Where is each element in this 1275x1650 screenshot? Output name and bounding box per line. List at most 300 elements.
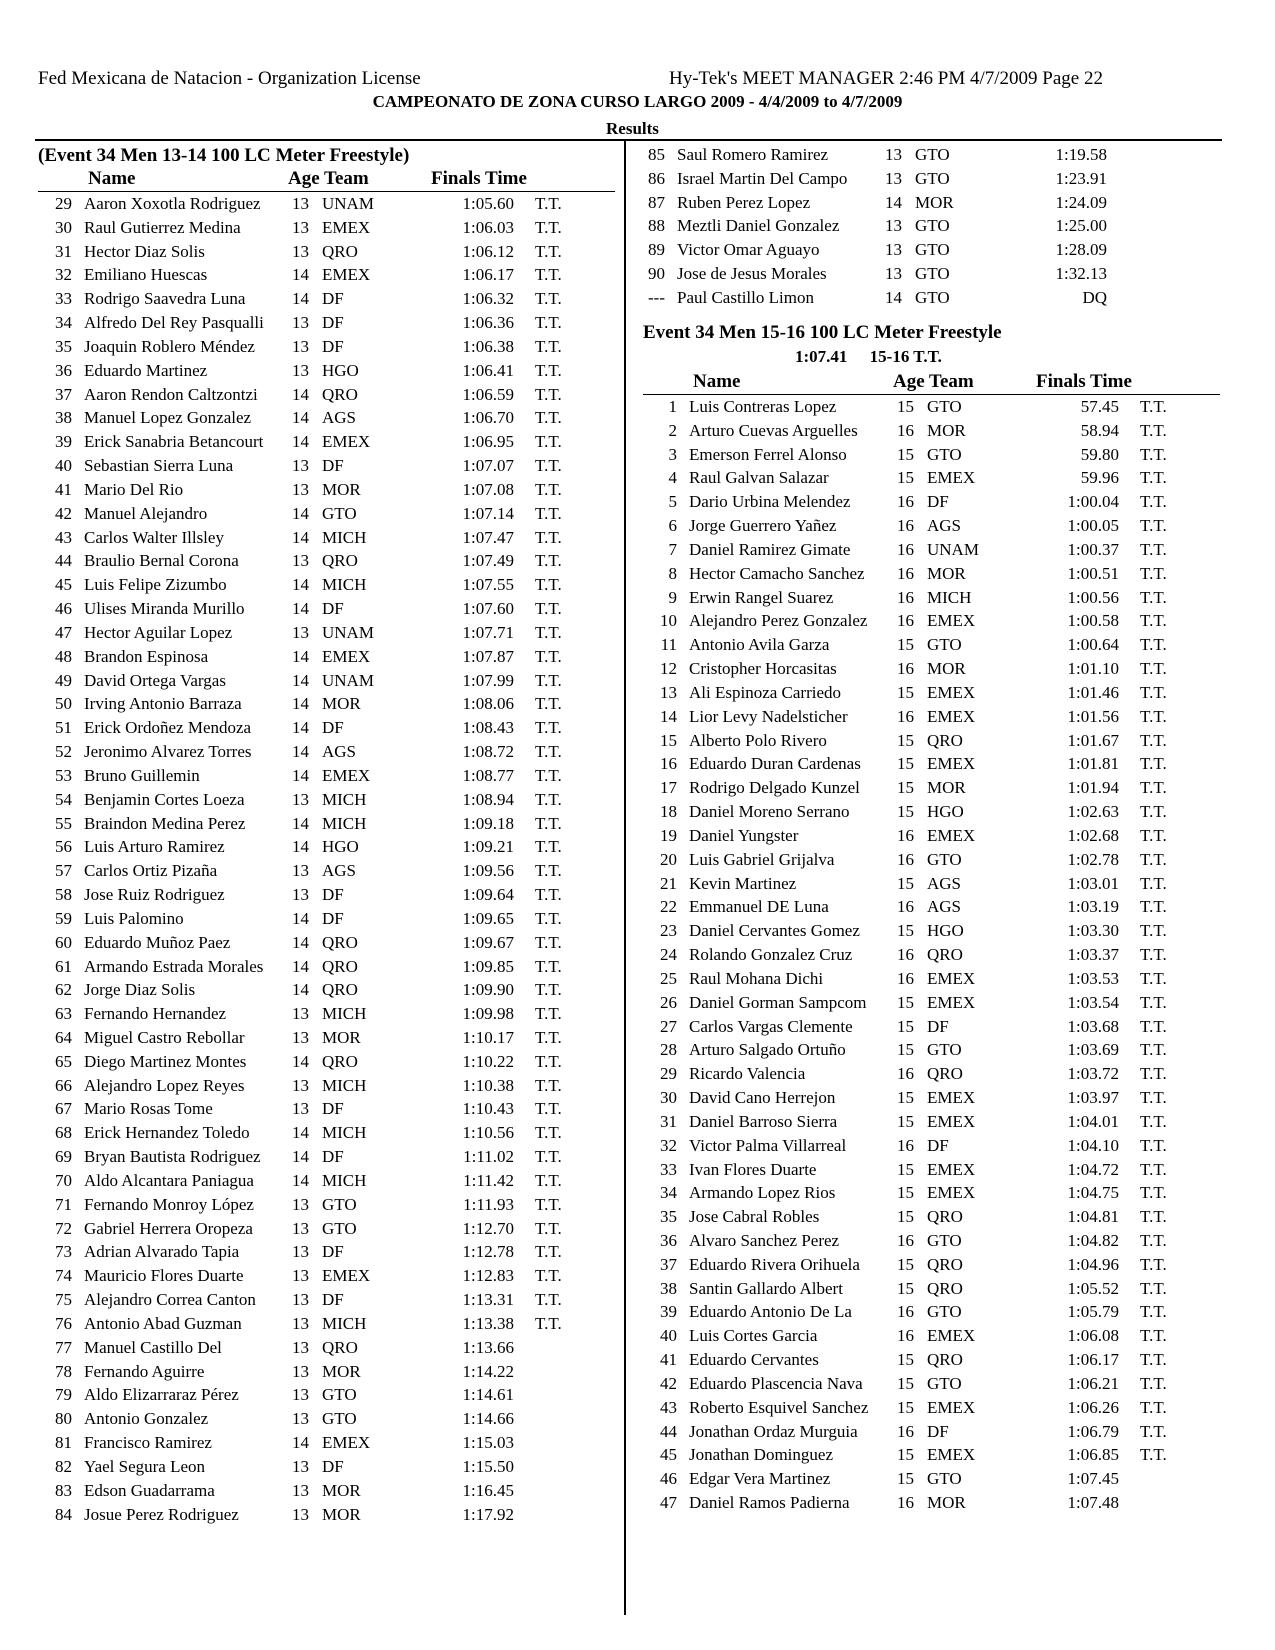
standard-cell: T.T. — [1140, 682, 1167, 702]
name-column-header: Name — [88, 168, 136, 189]
swimmer-name-cell: Santin Gallardo Albert — [689, 1278, 843, 1298]
result-row — [38, 621, 618, 645]
finals-time-cell: 1:06.03 — [462, 217, 514, 237]
place-cell: 64 — [55, 1027, 72, 1047]
age-cell: 15 — [897, 444, 914, 464]
results-heading: Results — [606, 119, 659, 138]
finals-time-cell: 1:04.01 — [1067, 1111, 1119, 1131]
finals-time-cell: 1:07.60 — [462, 599, 514, 619]
finals-time-cell: 1:12.83 — [462, 1266, 514, 1286]
result-row — [643, 1181, 1223, 1205]
team-cell: DF — [322, 599, 344, 619]
team-cell: GTO — [915, 168, 950, 188]
place-cell: 20 — [660, 849, 677, 869]
standard-cell: T.T. — [1140, 1064, 1167, 1084]
swimmer-name-cell: Ulises Miranda Murillo — [84, 599, 245, 619]
standard-cell: T.T. — [1140, 1350, 1167, 1370]
swimmer-name-cell: Edson Guadarrama — [84, 1480, 215, 1500]
result-row — [643, 1396, 1223, 1420]
finals-time-cell: 1:28.09 — [1055, 240, 1107, 260]
team-cell: DF — [322, 1147, 344, 1167]
standard-cell: T.T. — [535, 1004, 562, 1024]
team-cell: EMEX — [322, 765, 371, 785]
finals-time-cell: 1:10.43 — [462, 1099, 514, 1119]
result-row — [631, 214, 1211, 238]
age-cell: 16 — [897, 659, 914, 679]
place-cell: 24 — [660, 945, 677, 965]
place-cell: 40 — [660, 1326, 677, 1346]
team-cell: MOR — [927, 1493, 966, 1513]
team-cell: MICH — [322, 1170, 367, 1190]
age-cell: 16 — [897, 563, 914, 583]
swimmer-name-cell: Erick Hernandez Toledo — [84, 1123, 250, 1143]
swimmer-name-cell: Raul Gutierrez Medina — [84, 217, 241, 237]
standard-cell: T.T. — [1140, 1397, 1167, 1417]
standard-cell: T.T. — [535, 313, 562, 333]
age-cell: 15 — [897, 1207, 914, 1227]
place-cell: 48 — [55, 646, 72, 666]
standard-cell: T.T. — [535, 670, 562, 690]
finals-time-cell: 1:05.60 — [462, 194, 514, 213]
finals-time-cell: 1:25.00 — [1055, 216, 1107, 236]
result-row — [643, 395, 1223, 419]
age-cell: 14 — [292, 265, 309, 285]
team-cell: EMEX — [927, 1445, 976, 1465]
standard-cell: T.T. — [1140, 1421, 1167, 1441]
swimmer-name-cell: Antonio Abad Guzman — [84, 1313, 242, 1333]
place-cell: 52 — [55, 742, 72, 762]
result-row — [631, 191, 1211, 215]
swimmer-name-cell: Ali Espinoza Carriedo — [689, 682, 842, 702]
place-cell: 80 — [55, 1409, 72, 1429]
result-row — [643, 705, 1223, 729]
result-row — [38, 1312, 618, 1336]
swimmer-name-cell: Antonio Gonzalez — [84, 1409, 209, 1429]
finals-time-cell: 1:08.94 — [462, 789, 514, 809]
age-cell: 13 — [292, 1361, 309, 1381]
team-cell: GTO — [322, 1385, 357, 1405]
finals-time-cell: 1:01.46 — [1067, 682, 1119, 702]
place-cell: 89 — [648, 240, 665, 260]
finals-time-cell: 1:07.07 — [462, 456, 514, 476]
swimmer-name-cell: Armando Estrada Morales — [84, 956, 264, 976]
result-row — [643, 991, 1223, 1015]
event-a-results-left — [38, 192, 618, 1526]
place-cell: 88 — [648, 216, 665, 236]
place-cell: 86 — [648, 168, 665, 188]
age-cell: 13 — [292, 861, 309, 881]
result-row — [38, 692, 618, 716]
age-cell: 15 — [897, 1397, 914, 1417]
team-cell: QRO — [322, 551, 358, 571]
finals-time-cell: 1:06.21 — [1067, 1373, 1119, 1393]
age-cell: 14 — [292, 813, 309, 833]
age-cell: 13 — [292, 241, 309, 261]
result-row — [643, 609, 1223, 633]
finals-time-cell: 1:14.22 — [462, 1361, 514, 1381]
place-cell: 72 — [55, 1218, 72, 1238]
age-cell: 14 — [885, 287, 902, 307]
finals-time-cell: 1:14.66 — [462, 1409, 514, 1429]
team-cell: QRO — [927, 1207, 963, 1227]
result-row — [38, 740, 618, 764]
team-cell: GTO — [927, 1469, 962, 1489]
standard-cell: T.T. — [1140, 492, 1167, 512]
swimmer-name-cell: Aaron Xoxotla Rodriguez — [84, 194, 261, 213]
place-cell: 46 — [55, 599, 72, 619]
standard-cell: T.T. — [1140, 968, 1167, 988]
place-cell: 31 — [660, 1111, 677, 1131]
swimmer-name-cell: Mauricio Flores Duarte — [84, 1266, 244, 1286]
finals-time-cell: 1:03.19 — [1067, 897, 1119, 917]
team-cell: HGO — [927, 802, 964, 822]
result-row — [643, 776, 1223, 800]
place-cell: 83 — [55, 1480, 72, 1500]
place-cell: 40 — [55, 456, 72, 476]
team-cell: HGO — [322, 360, 359, 380]
finals-time-column-header: Finals Time — [1036, 371, 1132, 392]
swimmer-name-cell: Emiliano Huescas — [84, 265, 208, 285]
age-cell: 13 — [292, 456, 309, 476]
place-cell: 67 — [55, 1099, 72, 1119]
age-cell: 15 — [897, 1350, 914, 1370]
swimmer-name-cell: Alejandro Lopez Reyes — [84, 1075, 245, 1095]
age-cell: 14 — [292, 575, 309, 595]
finals-time-cell: 1:09.56 — [462, 861, 514, 881]
team-cell: EMEX — [927, 1111, 976, 1131]
result-row — [38, 478, 618, 502]
age-cell: 15 — [897, 468, 914, 488]
standard-cell: T.T. — [1140, 945, 1167, 965]
standard-cell: T.T. — [1140, 611, 1167, 631]
team-cell: DF — [322, 313, 344, 333]
finals-time-cell: 59.80 — [1080, 444, 1119, 464]
result-row — [38, 1336, 618, 1360]
team-cell: MICH — [322, 1313, 367, 1333]
team-cell: MICH — [322, 789, 367, 809]
event-b-standard — [795, 347, 942, 367]
swimmer-name-cell: Dario Urbina Melendez — [689, 492, 851, 512]
swimmer-name-cell: Carlos Walter Illsley — [84, 527, 224, 547]
place-cell: 22 — [660, 897, 677, 917]
team-cell: GTO — [927, 397, 962, 416]
age-cell: 16 — [897, 825, 914, 845]
team-cell: AGS — [927, 897, 962, 917]
age-cell: 16 — [897, 1421, 914, 1441]
age-cell: 16 — [897, 420, 914, 440]
finals-time-cell: 1:06.41 — [462, 360, 514, 380]
result-row — [38, 287, 618, 311]
result-row — [38, 240, 618, 264]
age-cell: 14 — [292, 384, 309, 404]
place-cell: 69 — [55, 1147, 72, 1167]
standard-cell: T.T. — [1140, 659, 1167, 679]
team-cell: MOR — [927, 778, 966, 798]
place-cell: 5 — [668, 492, 677, 512]
finals-time-cell: 1:01.56 — [1067, 706, 1119, 726]
team-cell: GTO — [322, 1409, 357, 1429]
place-cell: 47 — [55, 622, 72, 642]
swimmer-name-cell: Irving Antonio Barraza — [84, 694, 242, 714]
place-cell: 39 — [660, 1302, 677, 1322]
standard-cell: T.T. — [535, 551, 562, 571]
team-cell: QRO — [927, 1350, 963, 1370]
place-cell: 25 — [660, 968, 677, 988]
age-cell: 16 — [897, 539, 914, 559]
result-row — [643, 681, 1223, 705]
result-row — [38, 311, 618, 335]
age-cell: 13 — [885, 240, 902, 260]
place-cell: 38 — [660, 1278, 677, 1298]
age-cell: 16 — [897, 968, 914, 988]
standard-cell: T.T. — [535, 1027, 562, 1047]
team-cell: UNAM — [322, 194, 374, 213]
age-cell: 14 — [292, 670, 309, 690]
finals-time-cell: 1:09.65 — [462, 908, 514, 928]
finals-time-cell: 1:10.17 — [462, 1027, 514, 1047]
team-cell: EMEX — [927, 611, 976, 631]
finals-time-cell: 1:00.64 — [1067, 635, 1119, 655]
swimmer-name-cell: Manuel Castillo Del — [84, 1337, 222, 1357]
finals-time-cell: 1:10.38 — [462, 1075, 514, 1095]
place-cell: 75 — [55, 1290, 72, 1310]
place-cell: 7 — [668, 539, 677, 559]
finals-time-cell: 1:06.95 — [462, 432, 514, 452]
swimmer-name-cell: Erick Sanabria Betancourt — [84, 432, 264, 452]
finals-time-cell: 1:06.26 — [1067, 1397, 1119, 1417]
swimmer-name-cell: Arturo Salgado Ortuño — [689, 1040, 846, 1060]
result-row — [38, 1455, 618, 1479]
team-cell: QRO — [322, 932, 358, 952]
result-row — [38, 716, 618, 740]
result-row — [38, 1479, 618, 1503]
age-cell: 16 — [897, 1230, 914, 1250]
age-cell: 15 — [897, 754, 914, 774]
finals-time-cell: 1:03.30 — [1067, 921, 1119, 941]
result-row — [38, 859, 618, 883]
place-cell: 30 — [55, 217, 72, 237]
place-cell: 85 — [648, 145, 665, 164]
result-row — [38, 1121, 618, 1145]
team-cell: GTO — [915, 145, 950, 164]
finals-time-cell: 1:00.37 — [1067, 539, 1119, 559]
team-cell: HGO — [927, 921, 964, 941]
finals-time-cell: 1:01.81 — [1067, 754, 1119, 774]
swimmer-name-cell: Eduardo Muñoz Paez — [84, 932, 231, 952]
standard-cell: T.T. — [1140, 754, 1167, 774]
place-cell: 55 — [55, 813, 72, 833]
finals-time-cell: 1:09.85 — [462, 956, 514, 976]
finals-time-cell: 1:03.69 — [1067, 1040, 1119, 1060]
result-row — [38, 1407, 618, 1431]
standard-cell: T.T. — [1140, 468, 1167, 488]
team-cell: EMEX — [927, 754, 976, 774]
standard-cell: T.T. — [535, 813, 562, 833]
standard-cell: T.T. — [535, 241, 562, 261]
result-row — [643, 729, 1223, 753]
header-rule — [35, 139, 1222, 141]
standard-cell: T.T. — [535, 1290, 562, 1310]
team-cell: MOR — [927, 420, 966, 440]
team-cell: DF — [322, 1290, 344, 1310]
column-divider — [624, 140, 626, 1615]
swimmer-name-cell: Gabriel Herrera Oropeza — [84, 1218, 253, 1238]
team-cell: MICH — [322, 813, 367, 833]
finals-time-cell: 1:10.56 — [462, 1123, 514, 1143]
swimmer-name-cell: Rodrigo Saavedra Luna — [84, 289, 246, 309]
finals-time-cell: 1:08.77 — [462, 765, 514, 785]
result-row — [38, 788, 618, 812]
result-row — [38, 192, 618, 216]
standard-cell: T.T. — [1140, 825, 1167, 845]
standard-cell: T.T. — [535, 1218, 562, 1238]
standard-cell: T.T. — [535, 956, 562, 976]
team-cell: DF — [322, 1099, 344, 1119]
swimmer-name-cell: Benjamin Cortes Loeza — [84, 789, 245, 809]
swimmer-name-cell: Joaquin Roblero Méndez — [84, 336, 255, 356]
swimmer-name-cell: Luis Gabriel Grijalva — [689, 849, 835, 869]
place-cell: 49 — [55, 670, 72, 690]
age-cell: 16 — [897, 611, 914, 631]
standard-cell: T.T. — [535, 837, 562, 857]
finals-time-cell: 1:06.17 — [1067, 1350, 1119, 1370]
place-cell: 68 — [55, 1123, 72, 1143]
team-cell: DF — [927, 492, 949, 512]
swimmer-name-cell: Carlos Ortiz Pizaña — [84, 861, 218, 881]
result-row — [38, 1026, 618, 1050]
finals-time-cell: 1:06.36 — [462, 313, 514, 333]
swimmer-name-cell: Jorge Diaz Solis — [84, 980, 196, 1000]
age-cell: 15 — [897, 778, 914, 798]
standard-cell: T.T. — [535, 408, 562, 428]
team-cell: EMEX — [927, 1159, 976, 1179]
age-cell: 13 — [292, 217, 309, 237]
standard-cell: T.T. — [1140, 1373, 1167, 1393]
team-cell: AGS — [322, 742, 357, 762]
team-cell: MICH — [322, 575, 367, 595]
swimmer-name-cell: Roberto Esquivel Sanchez — [689, 1397, 869, 1417]
swimmer-name-cell: Ivan Flores Duarte — [689, 1159, 817, 1179]
result-row — [643, 1062, 1223, 1086]
team-cell: HGO — [322, 837, 359, 857]
standard-cell: T.T. — [1140, 587, 1167, 607]
result-row — [631, 286, 1211, 310]
swimmer-name-cell: Sebastian Sierra Luna — [84, 456, 234, 476]
age-team-column-header: Age Team — [893, 371, 974, 392]
team-cell: EMEX — [322, 646, 371, 666]
result-row — [643, 1324, 1223, 1348]
standard-cell: T.T. — [535, 1051, 562, 1071]
age-cell: 13 — [292, 1027, 309, 1047]
result-row — [643, 586, 1223, 610]
team-cell: QRO — [322, 1051, 358, 1071]
team-cell: EMEX — [322, 1433, 371, 1453]
result-row — [38, 645, 618, 669]
result-row — [38, 549, 618, 573]
age-cell: 15 — [897, 397, 914, 416]
result-row — [643, 562, 1223, 586]
place-cell: 42 — [55, 503, 72, 523]
standard-cell: T.T. — [535, 1242, 562, 1262]
standard-cell: T.T. — [1140, 992, 1167, 1012]
finals-time-cell: 1:13.38 — [462, 1313, 514, 1333]
finals-time-cell: 1:06.32 — [462, 289, 514, 309]
event-b-results — [643, 395, 1223, 1515]
place-cell: 8 — [668, 563, 677, 583]
finals-time-cell: 1:09.18 — [462, 813, 514, 833]
age-cell: 15 — [897, 1254, 914, 1274]
swimmer-name-cell: Jose Cabral Robles — [689, 1207, 820, 1227]
place-cell: 33 — [55, 289, 72, 309]
result-row — [631, 238, 1211, 262]
place-cell: 30 — [660, 1088, 677, 1108]
age-cell: 15 — [897, 682, 914, 702]
team-cell: GTO — [322, 503, 357, 523]
swimmer-name-cell: Emerson Ferrel Alonso — [689, 444, 847, 464]
age-cell: 16 — [897, 1135, 914, 1155]
finals-time-cell: 1:19.58 — [1055, 145, 1107, 164]
result-row — [38, 955, 618, 979]
age-cell: 13 — [292, 1480, 309, 1500]
place-cell: 9 — [668, 587, 677, 607]
result-row — [643, 490, 1223, 514]
place-cell: 6 — [668, 516, 677, 536]
standard-cell: T.T. — [535, 289, 562, 309]
place-cell: 45 — [660, 1445, 677, 1465]
standard-cell: T.T. — [1140, 444, 1167, 464]
swimmer-name-cell: David Cano Herrejon — [689, 1088, 836, 1108]
team-cell: EMEX — [322, 217, 371, 237]
result-row — [38, 1050, 618, 1074]
standard-cell: T.T. — [535, 622, 562, 642]
result-row — [643, 1300, 1223, 1324]
place-cell: 32 — [660, 1135, 677, 1155]
swimmer-name-cell: Jose de Jesus Morales — [677, 264, 827, 284]
team-cell: DF — [322, 885, 344, 905]
age-cell: 14 — [292, 837, 309, 857]
age-cell: 15 — [897, 730, 914, 750]
finals-time-cell: 1:00.58 — [1067, 611, 1119, 631]
finals-time-cell: 1:03.97 — [1067, 1088, 1119, 1108]
team-cell: GTO — [927, 1040, 962, 1060]
result-row — [643, 824, 1223, 848]
age-cell: 14 — [292, 432, 309, 452]
swimmer-name-cell: Bruno Guillemin — [84, 765, 200, 785]
age-cell: 15 — [897, 1278, 914, 1298]
swimmer-name-cell: Luis Cortes Garcia — [689, 1326, 818, 1346]
team-cell: QRO — [322, 956, 358, 976]
swimmer-name-cell: Victor Palma Villarreal — [689, 1135, 847, 1155]
finals-time-cell: 1:07.08 — [462, 479, 514, 499]
age-team-column-header: Age Team — [288, 168, 369, 189]
place-cell: 50 — [55, 694, 72, 714]
result-row — [643, 514, 1223, 538]
finals-time-cell: 1:16.45 — [462, 1480, 514, 1500]
finals-time-cell: 1:08.06 — [462, 694, 514, 714]
standard-cell: T.T. — [1140, 1278, 1167, 1298]
team-cell: DF — [322, 336, 344, 356]
result-row — [38, 907, 618, 931]
team-cell: EMEX — [927, 682, 976, 702]
result-row — [631, 143, 1211, 167]
place-cell: 38 — [55, 408, 72, 428]
result-row — [643, 1467, 1223, 1491]
swimmer-name-cell: Luis Felipe Zizumbo — [84, 575, 227, 595]
place-cell: 11 — [660, 635, 677, 655]
age-cell: 13 — [292, 1218, 309, 1238]
standard-cell: T.T. — [535, 527, 562, 547]
finals-time-cell: 1:01.67 — [1067, 730, 1119, 750]
